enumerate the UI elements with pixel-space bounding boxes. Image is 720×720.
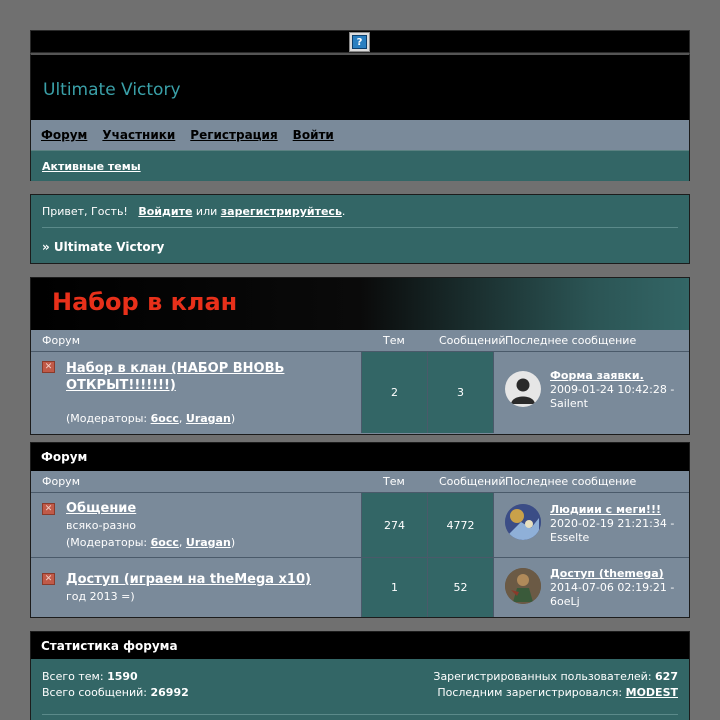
moderator-link[interactable]: Uragan bbox=[185, 412, 231, 425]
divider bbox=[42, 714, 678, 715]
register-link[interactable]: зарегистрируйтесь bbox=[220, 205, 342, 218]
or-text: или bbox=[195, 205, 218, 218]
site-title[interactable]: Ultimate Victory bbox=[43, 80, 181, 100]
last-post-meta bbox=[550, 383, 674, 411]
forum-description: год 2013 =) bbox=[66, 590, 135, 603]
col-last-post: Последнее сообщение bbox=[505, 475, 637, 488]
active-topics-link[interactable]: Активные темы bbox=[42, 159, 141, 173]
total-posts-value: 26992 bbox=[150, 686, 189, 699]
last-post bbox=[493, 558, 689, 617]
moderator-link[interactable]: 6осс bbox=[150, 536, 179, 549]
category-title[interactable]: Набор в клан bbox=[52, 288, 238, 316]
last-registered bbox=[437, 686, 678, 699]
registered-value: 627 bbox=[655, 670, 678, 683]
posts-count: 3 bbox=[427, 352, 493, 433]
forum-row bbox=[31, 493, 689, 558]
forum-statistics bbox=[30, 631, 690, 720]
last-post-title[interactable]: Людиии с меги!!! bbox=[550, 503, 661, 516]
site-header bbox=[30, 53, 690, 181]
column-headers bbox=[31, 330, 689, 352]
total-topics-value: 1590 bbox=[107, 670, 138, 683]
last-post-title[interactable]: Форма заявки. bbox=[550, 369, 644, 382]
user-avatar bbox=[505, 568, 541, 604]
forum-title-link[interactable]: Общение bbox=[66, 501, 137, 516]
col-last-post: Последнее сообщение bbox=[505, 334, 637, 347]
forum-title-line1[interactable]: Набор в клан (НАБОР ВНОВЬ bbox=[66, 361, 285, 376]
user-avatar bbox=[505, 504, 541, 540]
topics-count: 2 bbox=[361, 352, 427, 433]
greeting-text: Привет, Гость! bbox=[42, 205, 128, 218]
nav-login[interactable]: Войти bbox=[292, 128, 334, 142]
category-recruitment bbox=[30, 277, 690, 435]
stats-header: Статистика форума bbox=[31, 632, 689, 659]
nav-register[interactable]: Регистрация bbox=[190, 128, 278, 142]
posts-count: 52 bbox=[427, 558, 493, 617]
default-user-icon bbox=[505, 371, 541, 407]
total-posts bbox=[42, 686, 189, 699]
col-topics: Тем bbox=[383, 334, 405, 347]
col-forum: Форум bbox=[42, 334, 80, 347]
moderator-link[interactable]: Uragan bbox=[185, 536, 231, 549]
sub-nav bbox=[31, 150, 689, 181]
category-banner bbox=[31, 278, 689, 330]
divider bbox=[42, 227, 678, 228]
moderators: (Модераторы: 6осс, Uragan) bbox=[66, 412, 236, 425]
top-strip bbox=[30, 30, 690, 53]
last-post-title[interactable]: Доступ (themega) bbox=[550, 567, 664, 580]
forum-unread-icon: ✕ bbox=[42, 361, 55, 373]
last-post-date: 2020-02-19 21:21:34 - bbox=[550, 517, 675, 530]
last-registered-user-link[interactable]: MODEST bbox=[625, 686, 678, 699]
help-glyph: ? bbox=[352, 35, 367, 49]
nav-forum[interactable]: Форум bbox=[41, 128, 88, 142]
last-post-author: Esselte bbox=[550, 531, 590, 544]
welcome-box bbox=[30, 194, 690, 264]
registered-users bbox=[433, 670, 678, 683]
forum-unread-icon: ✕ bbox=[42, 573, 55, 585]
last-post-date: 2014-07-06 02:19:21 - bbox=[550, 581, 675, 594]
moderators-prefix: (Модераторы: bbox=[66, 536, 148, 549]
greeting-line bbox=[42, 205, 345, 218]
topics-count: 1 bbox=[361, 558, 427, 617]
moderator-link[interactable]: 6осс bbox=[150, 412, 179, 425]
col-topics: Тем bbox=[383, 475, 405, 488]
topics-count: 274 bbox=[361, 493, 427, 557]
nav-members[interactable]: Участники bbox=[102, 128, 176, 142]
breadcrumb[interactable]: » Ultimate Victory bbox=[42, 240, 165, 254]
total-posts-label: Всего сообщений: bbox=[42, 686, 147, 699]
posts-count: 4772 bbox=[427, 493, 493, 557]
moderators: (Модераторы: 6осс, Uragan) bbox=[66, 536, 236, 549]
col-posts: Сообщений bbox=[439, 334, 506, 347]
forum-row bbox=[31, 558, 689, 617]
login-link[interactable]: Войдите bbox=[138, 205, 193, 218]
forum-title-link[interactable] bbox=[66, 360, 284, 394]
forum-row bbox=[31, 352, 689, 433]
last-post-author: 6oeLj bbox=[550, 595, 580, 608]
last-post-date: 2009-01-24 10:42:28 - bbox=[550, 383, 675, 396]
total-topics-label: Всего тем: bbox=[42, 670, 104, 683]
forum-title-link[interactable]: Доступ (играем на theMega x10) bbox=[66, 572, 311, 587]
total-topics bbox=[42, 670, 138, 683]
last-post-meta bbox=[550, 517, 674, 545]
last-post bbox=[493, 352, 689, 433]
category-title[interactable]: Форум bbox=[31, 443, 689, 471]
col-posts: Сообщений bbox=[439, 475, 506, 488]
last-post bbox=[493, 493, 689, 557]
registered-label: Зарегистрированных пользователей: bbox=[433, 670, 652, 683]
last-post-meta bbox=[550, 581, 674, 609]
forum-unread-icon: ✕ bbox=[42, 503, 55, 515]
last-post-author: Sailent bbox=[550, 397, 588, 410]
forum-title-line2[interactable]: ОТКРЫТ!!!!!!!) bbox=[66, 378, 176, 393]
forum-description: всяко-разно bbox=[66, 519, 136, 532]
period: . bbox=[341, 205, 346, 218]
category-forum bbox=[30, 442, 690, 618]
main-nav bbox=[31, 120, 689, 150]
last-registered-label: Последним зарегистрировался: bbox=[437, 686, 623, 699]
moderators-prefix: (Модераторы: bbox=[66, 412, 148, 425]
col-forum: Форум bbox=[42, 475, 80, 488]
help-icon[interactable] bbox=[349, 32, 370, 52]
column-headers bbox=[31, 471, 689, 493]
